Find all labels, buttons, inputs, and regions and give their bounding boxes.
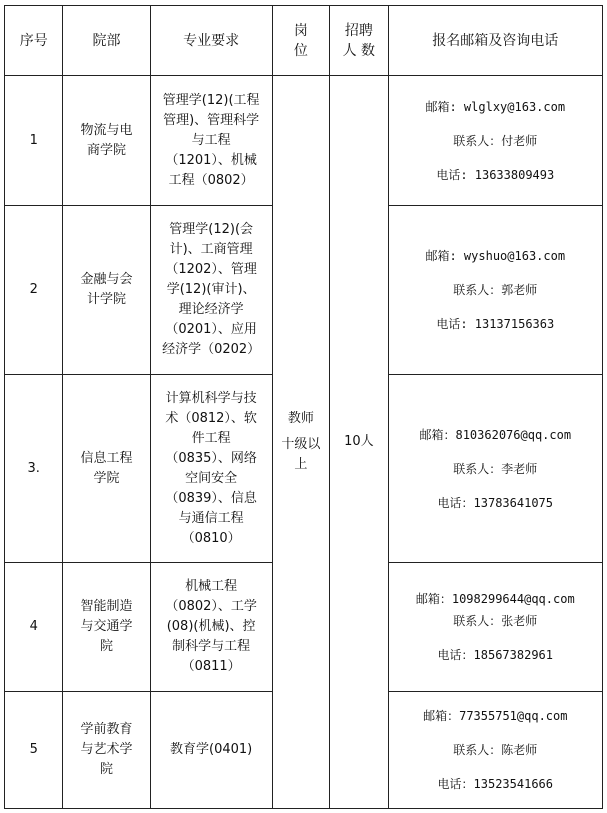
row-contact [388, 692, 602, 809]
dept-line: 与艺术学 [80, 742, 133, 757]
major-line: 计)、工商管理 [169, 242, 253, 257]
major-line: (08)(机械)、控 [166, 619, 256, 634]
row-major [150, 206, 272, 375]
header-post-line2: 位 [293, 42, 308, 59]
contact-person: 联系人：陈老师 [453, 743, 538, 757]
post-level: 十级以上 [281, 437, 321, 472]
major-line: 机械工程 [185, 579, 238, 594]
count-cell: 10人 [330, 76, 388, 809]
contact-phone: 电话：13523541666 [437, 777, 554, 791]
row-major [150, 375, 272, 563]
dept-line: 学院 [93, 470, 120, 486]
post-role: 教师 [287, 411, 314, 426]
major-line: 学(12)(审计)、 [166, 282, 256, 297]
major-line: 与工程 [191, 132, 231, 148]
dept-line: 智能制造 [80, 599, 133, 614]
major-line: 管理学(12)(会 [169, 222, 254, 237]
header-no: 序号 [5, 6, 63, 76]
major-line: （0802）、工学 [165, 599, 257, 614]
dept-line: 物流与电 [80, 122, 133, 138]
row-no: 5 [5, 692, 63, 809]
dept-line: 信息工程 [80, 450, 133, 466]
contact-phone: 电话：18567382961 [437, 648, 554, 662]
header-count [330, 6, 388, 76]
contact-person: 联系人：郭老师 [453, 283, 538, 297]
row-dept [63, 692, 150, 809]
contact-phone: 电话: 13137156363 [436, 317, 555, 331]
major-line: （0201）、应用 [165, 322, 257, 337]
major-line: 与通信工程 [178, 510, 244, 526]
contact-phone: 电话: 13633809493 [436, 167, 555, 182]
row-contact [388, 563, 602, 692]
row-dept [63, 563, 150, 692]
header-count-line1: 招聘 [344, 22, 373, 39]
table-row [5, 76, 603, 206]
row-no: 4 [5, 563, 63, 692]
major-line: 教育学(0401) [170, 742, 253, 757]
major-line: 计算机科学与技 [165, 390, 257, 406]
dept-line: 院 [100, 762, 114, 777]
header-post [272, 6, 329, 76]
major-line: 术（0812）、软 [165, 410, 257, 426]
contact-email: 邮箱：1098299644@qq.com [415, 592, 575, 606]
contact-email: 邮箱：77355751@qq.com [423, 709, 568, 723]
major-line: 制科学与工程 [172, 639, 251, 654]
dept-line: 院 [100, 639, 114, 654]
contact-email: 邮箱: wlglxy@163.com [425, 99, 566, 114]
major-line: （1201）、机械 [165, 152, 257, 168]
major-line: （0835）、网络 [165, 450, 257, 466]
contact-person: 联系人：张老师 [453, 614, 538, 628]
header-contact: 报名邮箱及咨询电话 [388, 6, 602, 76]
major-line: 件工程 [191, 430, 231, 446]
major-line: （0810） [181, 530, 241, 546]
dept-line: 计学院 [87, 292, 127, 307]
header-dept: 院部 [63, 6, 150, 76]
post-cell [272, 76, 329, 809]
recruitment-table [4, 5, 603, 809]
row-major [150, 563, 272, 692]
row-no: 3. [5, 375, 63, 563]
major-line: 管理学(12)(工程 [162, 92, 260, 108]
major-line: 理论经济学 [178, 302, 244, 317]
header-row [5, 6, 603, 76]
row-major [150, 692, 272, 809]
row-dept [63, 206, 150, 375]
major-line: 工程（0802） [168, 172, 254, 188]
contact-email: 邮箱：810362076@qq.com [419, 427, 572, 442]
contact-email: 邮箱: wyshuo@163.com [425, 249, 566, 263]
header-post-line1: 岗 [293, 22, 308, 39]
dept-line: 与交通学 [80, 619, 133, 634]
major-line: 空间安全 [185, 470, 238, 486]
contact-person: 联系人：李老师 [453, 461, 538, 476]
row-no: 1 [5, 76, 63, 206]
major-line: （1202）、管理 [165, 262, 257, 277]
header-count-line2: 人 数 [342, 42, 376, 59]
major-line: 管理)、管理科学 [163, 112, 260, 128]
header-major: 专业要求 [150, 6, 272, 76]
row-major [150, 76, 272, 206]
contact-phone: 电话：13783641075 [437, 495, 554, 510]
contact-person: 联系人：付老师 [453, 133, 538, 148]
row-dept [63, 375, 150, 563]
row-contact [388, 76, 602, 206]
row-contact [388, 206, 602, 375]
major-line: 经济学（0202） [162, 342, 261, 357]
dept-line: 学前教育 [80, 722, 133, 737]
row-no: 2 [5, 206, 63, 375]
row-dept [63, 76, 150, 206]
major-line: （0811） [181, 659, 241, 674]
dept-line: 金融与会 [80, 272, 133, 287]
row-contact [388, 375, 602, 563]
dept-line: 商学院 [87, 142, 127, 158]
major-line: （0839）、信息 [165, 490, 257, 506]
